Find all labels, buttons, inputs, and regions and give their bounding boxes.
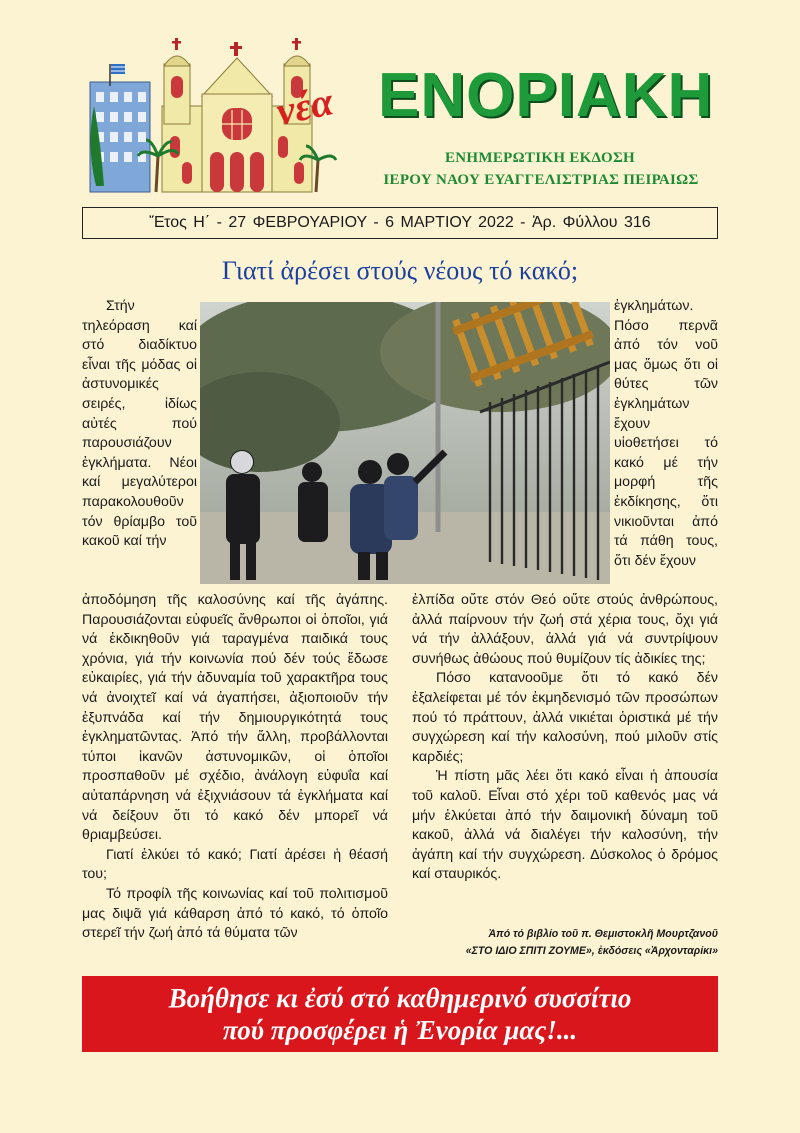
paragraph: Γιατί ἑλκύει τό κακό; Γιατί ἀρέσει ἡ θέασή του; xyxy=(82,846,388,883)
issue-info-text: Ἔτος Η΄ - 27 ΦΕΒΡΟΥΑΡΙΟΥ - 6 ΜΑΡΤΙΟΥ 2022 - Ἀρ. Φύλλου 316 xyxy=(149,214,651,231)
paragraph: Στήν τηλεόραση καί στό διαδίκτυο εἶναι τῆς μόδας οἱ ἀστυνομικές σειρές, ἰδίως αὐτές πού παρουσιάζουν ἐγκλήματα. Νέοι καί μεγαλύτεροι παρακολουθοῦν τόν θρίαμβο τοῦ κακοῦ καί τήν xyxy=(82,298,197,550)
article-source-credit xyxy=(412,926,718,960)
paragraph: ἐγκλημάτων. Πόσο περνᾶ ἀπό τόν νοῦ μας ὅμως ὅτι οἱ θύτες τῶν ἐγκλημάτων ἔχουν υἱοθετήσει τό κακό μέ τήν μορφή τῆς ἐκδίκησης, ὅτι νικιοῦνται ἀπό τά πάθη τους, ὅτι δέν ἔχουν xyxy=(614,298,718,569)
credit-line: Ἀπό τό βιβλίο τοῦ π. Θεμιστοκλῆ Μουρτζανοῦ xyxy=(488,928,718,940)
banner-line: πού προσφέρει ἡ Ἐνορία μας!... xyxy=(222,1015,578,1045)
article-column-right-top xyxy=(614,297,718,571)
article-headline: Γιατί ἀρέσει στούς νέους τό κακό; xyxy=(221,256,579,285)
paragraph: ἀποδόμηση τῆς καλοσύνης καί τῆς ἀγάπης. Παρουσιάζονται εὐφυεῖς ἄνθρωποι οἱ ὁποῖοι, γιά νά ἐκδικηθοῦν γιά ταραγμένα παιδικά τους χρόνια, γιά τήν κοινωνία πού δέν τούς ἔδωσε εὐκαιρίες, γιά τήν ἀδυναμία τοῦ χαρακτῆρα τους νά ἀνοιχτεῖ καί νά ἀγαπήσει, ἀξιοποιοῦν τήν ἐξυπνάδα καί τήν δημιουργικότητά τους ἐγκληματῶντας. Ἀπό τήν ἄλλη, προβάλλονται τύποι ἱκανῶν ἀστυνομικῶν, οἱ ὁποῖοι προσπαθοῦν μέ σχέδιο, ἀνάλογη εὐφυΐα καί αὐταπάρνηση νά ἐξιχνιάσουν τά ἐγκλήματα καί νά δείξουν ὅτι τό κακό δέν μπορεῖ νά θριαμβεύσει. xyxy=(82,592,388,844)
article-photo xyxy=(200,302,610,584)
paragraph: ἐλπίδα οὔτε στόν Θεό οὔτε στούς ἀνθρώπους, ἀλλά παίρνουν τήν ζωή στά χέρια τους, ὄχι γιά νά τήν ἀλλάξουν, ἀλλά γιά νά συντρίψουν συνήθως ἀθώους πού θυμίζουν τίς ἀδικίες της; xyxy=(412,592,718,667)
article-column-left-top xyxy=(82,297,197,552)
paragraph: Τό προφίλ τῆς κοινωνίας καί τοῦ πολιτισμοῦ μας διψᾶ γιά κάθαρση ἀπό τό κακό, τό ὁποῖο στερεῖ τήν ζωή ἀπό τά θύματα τῶν xyxy=(82,885,388,942)
article-column-left-bottom xyxy=(82,591,388,944)
masthead-subtitle-2: ΙΕΡΟΥ ΝΑΟΥ ΕΥΑΓΓΕΛΙΣΤΡΙΑΣ ΠΕΙΡΑΙΩΣ xyxy=(383,172,699,188)
masthead-title: ΕΝΟΡΙΑΚΗ xyxy=(378,61,714,130)
article-column-right-bottom xyxy=(412,591,718,885)
paragraph: Πόσο κατανοοῦμε ὅτι τό κακό δέν ἐξαλείφεται μέ τόν ἐκμηδενισμό τῶν προσώπων πού τό πράττουν, ἀλλά νικιέται ὁριστικά μέ τήν συγχώρεση καί τήν καλοσύνη, πού μιλοῦν στίς καρδιές; xyxy=(412,670,718,765)
credit-line: «ΣΤΟ ΙΔΙΟ ΣΠΙΤΙ ΖΟΥΜΕ», ἐκδόσεις «Ἀρχονταρίκι» xyxy=(465,945,718,957)
masthead-nea: νέα xyxy=(272,78,337,135)
banner-line: Βοήθησε κι ἐσύ στό καθημερινό συσσίτιο xyxy=(168,983,632,1013)
paragraph: Ἡ πίστη μᾶς λέει ὅτι κακό εἶναι ἡ ἀπουσία τοῦ καλοῦ. Εἶναι στό χέρι τοῦ καθενός μας νά μήν ἑλκύεται ἀπό τήν δαιμονική δύναμη τοῦ κακοῦ, ἀλλά νά διαλέγει τήν καλοσύνη, τήν ἀγάπη καί τήν συγχώρεση. Δύσκολος ὁ δρόμος καί σταυρικός. xyxy=(412,768,718,883)
issue-info-bar xyxy=(82,207,718,239)
charity-appeal-banner xyxy=(82,976,718,1052)
masthead-subtitle-1: ΕΝΗΜΕΡΩΤΙΚΗ ΕΚΔΟΣΗ xyxy=(444,150,636,166)
